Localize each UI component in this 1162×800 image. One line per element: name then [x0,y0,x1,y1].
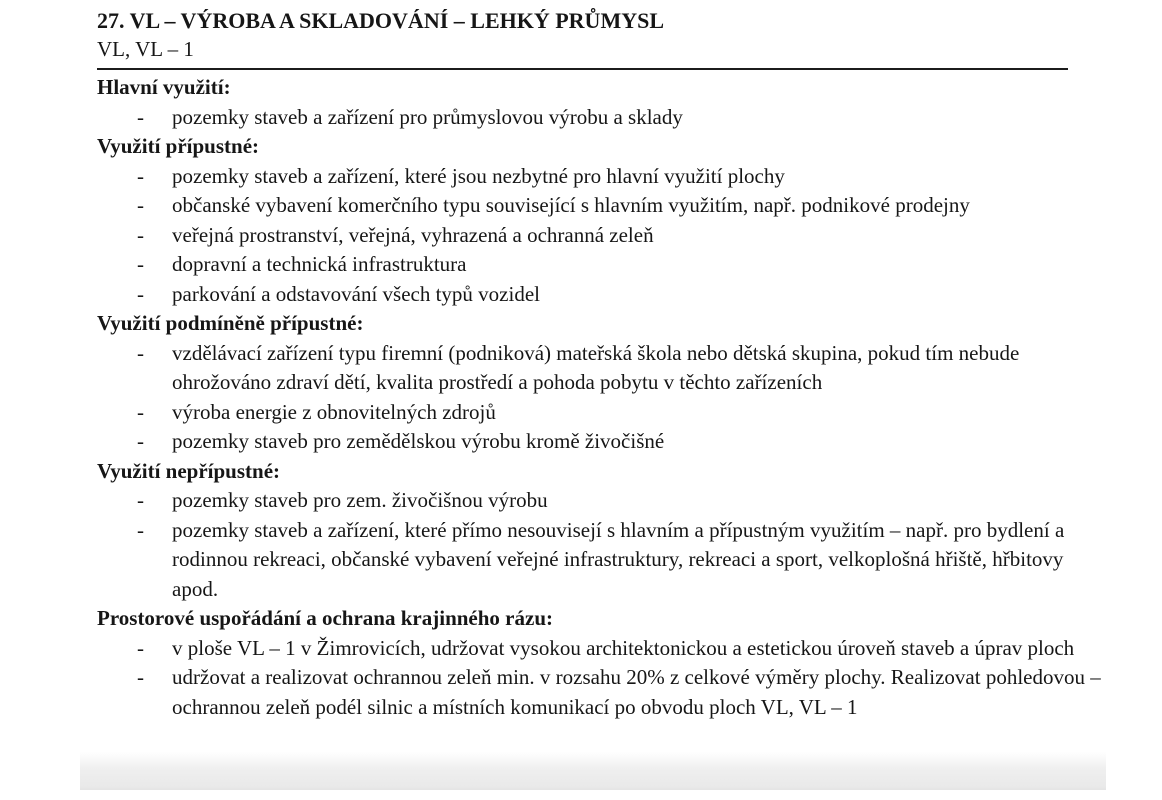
section-vyuziti-nepripustne [97,457,1105,605]
list-item-text: udržovat a realizovat ochrannou zeleň min. v rozsahu 20% z celkové výměry plochy. Realizovat pohledovou – ochrannou zeleň podél silnic a místních komunikací po obvodu ploch VL, VL – 1 [172,665,1101,719]
bullet-dash: - [137,193,144,217]
bullet-dash: - [137,429,144,453]
bullet-dash: - [137,488,144,512]
list-item-text: veřejná prostranství, veřejná, vyhrazená a ochranná zeleň [172,222,654,247]
bullet-dash: - [137,635,144,660]
page-bottom-shadow [80,752,1106,790]
list-item [97,162,1105,192]
bullet-dash: - [137,340,144,365]
list-item [97,516,1105,605]
bullet-dash: - [137,252,144,276]
list-item [97,221,1105,251]
section-prostorove-usporadani [97,604,1105,722]
bullet-dash: - [137,665,144,689]
bullet-dash: - [137,222,144,247]
list-item-text: parkování a odstavování všech typů vozidel [172,281,540,306]
list-item-text: pozemky staveb a zařízení pro průmyslovou výrobu a sklady [172,104,683,129]
list-item-text: občanské vybavení komerčního typu související s hlavním využitím, např. podnikové prodejny [172,193,970,217]
list-item [97,103,1105,133]
divider [97,68,1068,70]
list-item-text: vzdělávací zařízení typu firemní (podniková) mateřská škola nebo dětská skupina, pokud tím nebude ohrožováno zdraví dětí, kvalita prostředí a pohoda pobytu v těchto zařízeních [172,340,1020,394]
section-heading: Využití podmíněně přípustné: [97,311,364,335]
bullet-dash: - [137,517,144,542]
section-heading: Hlavní využití: [97,75,231,99]
list-item-text: pozemky staveb a zařízení, které přímo nesouvisejí s hlavním a přípustným využitím – např. pro bydlení a rodinnou rekreaci, občanské vybavení veřejné infrastruktury, rekreaci a sport, velkoplošná hřiště, hřbitovy apod. [172,517,1065,601]
list-item [97,250,1105,280]
bullet-dash: - [137,163,144,188]
list-item [97,486,1105,516]
section-vyuziti-pripustne [97,132,1105,309]
list-item [97,663,1105,722]
section-hlavni-vyuziti [97,73,1105,132]
list-item-text: v ploše VL – 1 v Žimrovicích, udržovat vysokou architektonickou a estetickou úroveň staveb a úprav ploch [172,635,1075,660]
section-vyuziti-podminene-pripustne [97,309,1105,457]
list-item [97,339,1105,398]
list-item-text: pozemky staveb pro zem. živočišnou výrobu [172,488,548,512]
section-heading: Prostorové uspořádání a ochrana krajinného rázu: [97,606,553,630]
section-heading: Využití nepřípustné: [97,458,281,483]
list-item [97,191,1105,221]
list-item [97,280,1105,310]
list-item [97,634,1105,664]
page-title: 27. VL – VÝROBA A SKLADOVÁNÍ – LEHKÝ PRŮMYSL [97,8,665,33]
list-item-text: dopravní a technická infrastruktura [172,252,467,276]
list-item [97,398,1105,428]
bullet-dash: - [137,399,144,424]
list-item-text: pozemky staveb a zařízení, které jsou nezbytné pro hlavní využití plochy [172,163,785,188]
list-item-text: pozemky staveb pro zemědělskou výrobu kromě živočišné [172,429,665,453]
zone-codes: VL, VL – 1 [97,37,194,61]
bullet-dash: - [137,281,144,306]
list-item-text: výroba energie z obnovitelných zdrojů [172,399,496,424]
section-heading: Využití přípustné: [97,134,260,158]
list-item [97,427,1105,457]
bullet-dash: - [137,104,144,129]
